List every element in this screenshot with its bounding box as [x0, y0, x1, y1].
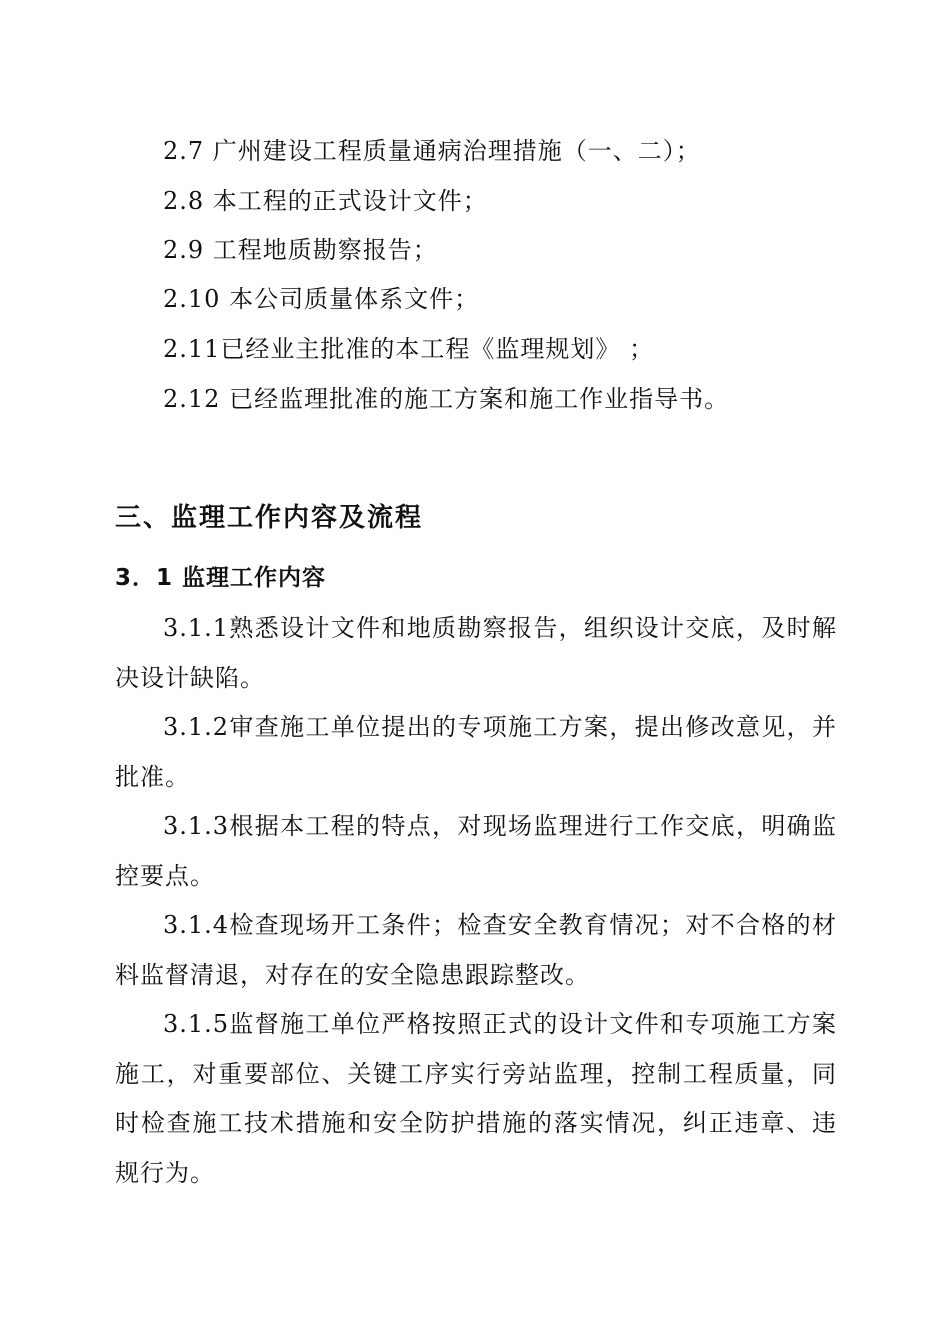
paragraph-3-1-3: 3.1.3根据本工程的特点，对现场监理进行工作交底，明确监控要点。: [115, 812, 837, 890]
reference-item-2-11: 2.11已经业主批准的本工程《监理规划》 ；: [163, 335, 655, 363]
paragraph-3-1-4: 3.1.4检查现场开工条件；检查安全教育情况；对不合格的材料监督清退，对存在的安全隐患跟踪整改。: [115, 911, 837, 989]
paragraph-3-1-5: 3.1.5监督施工单位严格按照正式的设计文件和专项施工方案施工，对重要部位、关键工序实行旁站监理，控制工程质量，同时检查施工技术措施和安全防护措施的落实情况，纠正违章、违规行为。: [115, 1010, 837, 1187]
reference-item-2-10: 2.10 本公司质量体系文件；: [163, 285, 480, 313]
reference-item-2-7: 2.7 广州建设工程质量通病治理措施（一、二）；: [163, 137, 701, 165]
reference-item-2-12: 2.12 已经监理批准的施工方案和施工作业指导书。: [163, 385, 730, 413]
section-heading: 三、监理工作内容及流程: [115, 503, 424, 533]
reference-item-2-9: 2.9 工程地质勘察报告；: [163, 236, 438, 264]
paragraph-3-1-1: 3.1.1熟悉设计文件和地质勘察报告，组织设计交底，及时解决设计缺陷。: [115, 614, 837, 692]
reference-item-2-8: 2.8 本工程的正式设计文件；: [163, 187, 488, 215]
subsection-heading: 3．1 监理工作内容: [115, 565, 327, 591]
paragraph-3-1-2: 3.1.2审查施工单位提出的专项施工方案，提出修改意见，并批准。: [115, 713, 837, 791]
